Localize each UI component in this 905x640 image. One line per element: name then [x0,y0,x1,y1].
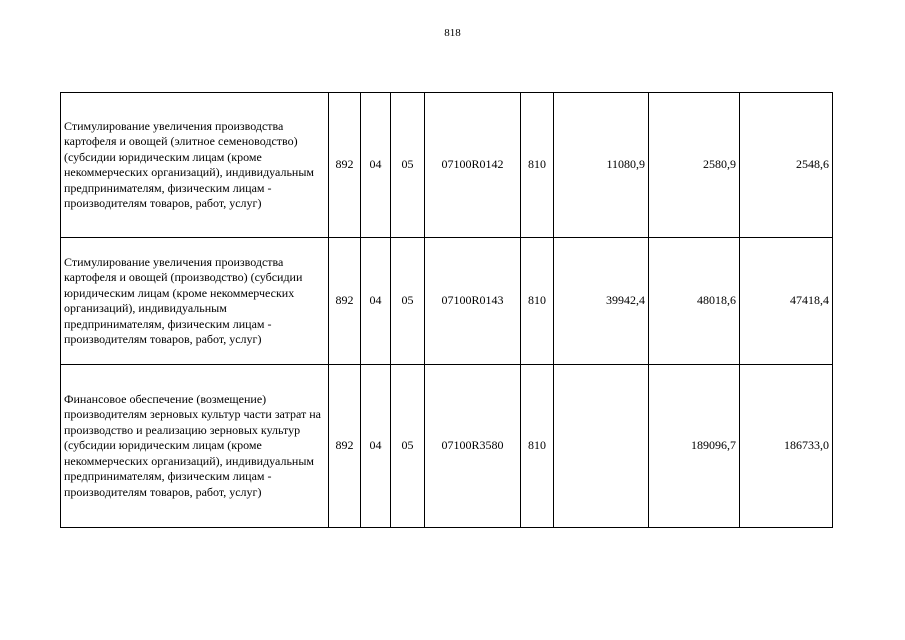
amount-1: 11080,9 [554,93,649,238]
amount-3: 2548,6 [740,93,833,238]
expense-type-code: 810 [521,93,554,238]
table-row [61,238,833,365]
section-code: 04 [361,365,391,528]
row-description: Стимулирование увеличения производства картофеля и овощей (элитное семеноводство) (субсидии юридическим лицам (кроме некоммерческих организаций), индивидуальным предпринимателям, физическим лицам - производителям товаров, работ, услуг) [61,93,329,238]
amount-2: 189096,7 [649,365,740,528]
subsection-code: 05 [391,93,425,238]
section-code: 04 [361,238,391,365]
row-description: Стимулирование увеличения производства картофеля и овощей (производство) (субсидии юридическим лицам (кроме некоммерческих организаций), индивидуальным предпринимателям, физическим лицам - производителям товаров, работ, услуг) [61,238,329,365]
amount-1: 39942,4 [554,238,649,365]
section-code: 04 [361,93,391,238]
target-article-code: 07100R3580 [425,365,521,528]
ministry-code: 892 [329,93,361,238]
amount-3: 47418,4 [740,238,833,365]
subsection-code: 05 [391,238,425,365]
table-row [61,365,833,528]
expense-type-code: 810 [521,365,554,528]
table-row [61,93,833,238]
amount-2: 48018,6 [649,238,740,365]
amount-1 [554,365,649,528]
budget-table [60,92,833,528]
row-description: Финансовое обеспечение (возмещение) производителям зерновых культур части затрат на производство и реализацию зерновых культур (субсидии юридическим лицам (кроме некоммерческих организаций), индивидуальным предпринимателям, физическим лицам - производителям товаров, работ, услуг) [61,365,329,528]
subsection-code: 05 [391,365,425,528]
amount-3: 186733,0 [740,365,833,528]
expense-type-code: 810 [521,238,554,365]
page-number: 818 [444,27,461,39]
ministry-code: 892 [329,238,361,365]
target-article-code: 07100R0143 [425,238,521,365]
target-article-code: 07100R0142 [425,93,521,238]
amount-2: 2580,9 [649,93,740,238]
ministry-code: 892 [329,365,361,528]
